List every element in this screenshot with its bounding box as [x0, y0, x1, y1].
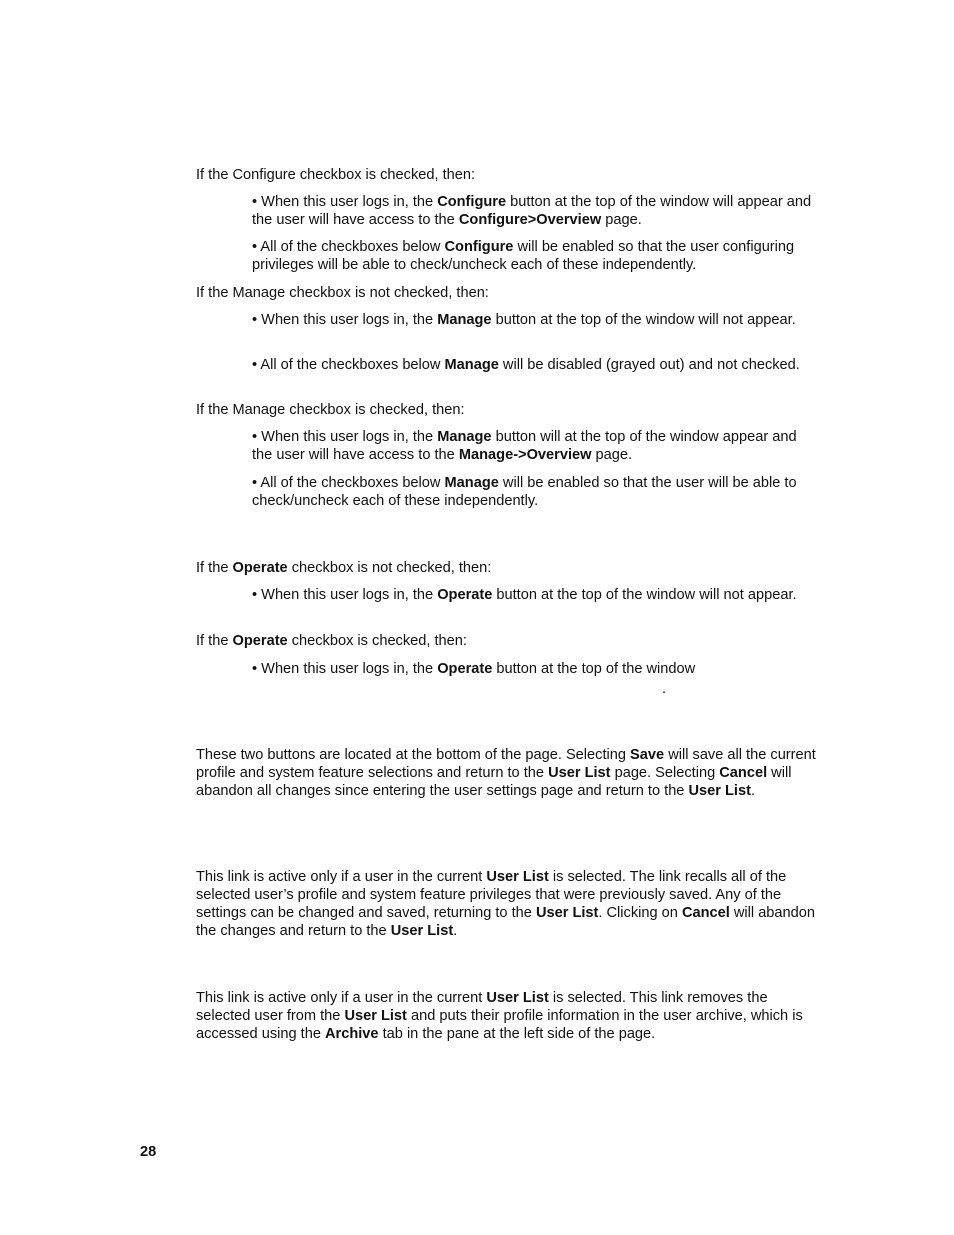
- configure-bullet-2: • All of the checkboxes below Configure will be enabled so that the user configuring privileges will be able to check/uncheck each of these independently.: [252, 239, 795, 273]
- manage-checked-intro: If the Manage checkbox is checked, then:: [196, 402, 465, 418]
- stray-period: .: [662, 681, 667, 697]
- save-cancel-paragraph: These two buttons are located at the bottom of the page. Selecting Save will save all the current profile and system feature selections and return to the User List page. Selecting Cancel will abandon all changes since entering the user settings page and return to the User List.: [196, 747, 816, 799]
- operate-bullet-2: • When this user logs in, the Operate button at the top of the window: [252, 661, 696, 677]
- configure-bullet-1: • When this user logs in, the Configure button at the top of the window will appear and the user will have access to the Configure>Overview page.: [252, 194, 812, 228]
- manage-bullet-1: • When this user logs in, the Manage button at the top of the window will not appear.: [252, 312, 796, 328]
- operate-not-checked-intro: If the Operate checkbox is not checked, then:: [196, 560, 492, 576]
- manage-bullet-2: • All of the checkboxes below Manage will be disabled (grayed out) and not checked.: [252, 357, 800, 373]
- manage-bullet-3: • When this user logs in, the Manage button will at the top of the window appear and the user will have access to the Manage->Overview page.: [252, 429, 797, 463]
- manage-not-checked-intro: If the Manage checkbox is not checked, then:: [196, 285, 489, 301]
- operate-checked-intro: If the Operate checkbox is checked, then:: [196, 633, 467, 649]
- delete-link-paragraph: This link is active only if a user in the current User List is selected. This link removes the selected user from the User List and puts their profile information in the user archive, which is accessed using the Archive tab in the pane at the left side of the page.: [196, 990, 803, 1042]
- page-number: 28: [140, 1144, 157, 1160]
- operate-bullet-1: • When this user logs in, the Operate button at the top of the window will not appear.: [252, 587, 797, 603]
- edit-link-paragraph: This link is active only if a user in the current User List is selected. The link recalls all of the selected user’s profile and system feature privileges that were previously saved. Any of the settings can be changed and saved, returning to the User List. Clicking on Cancel will abandon the changes and return to the User List.: [196, 869, 816, 939]
- manage-bullet-4: • All of the checkboxes below Manage will be enabled so that the user will be able to check/uncheck each of these independently.: [252, 475, 797, 509]
- configure-checked-intro: If the Configure checkbox is checked, then:: [196, 167, 476, 183]
